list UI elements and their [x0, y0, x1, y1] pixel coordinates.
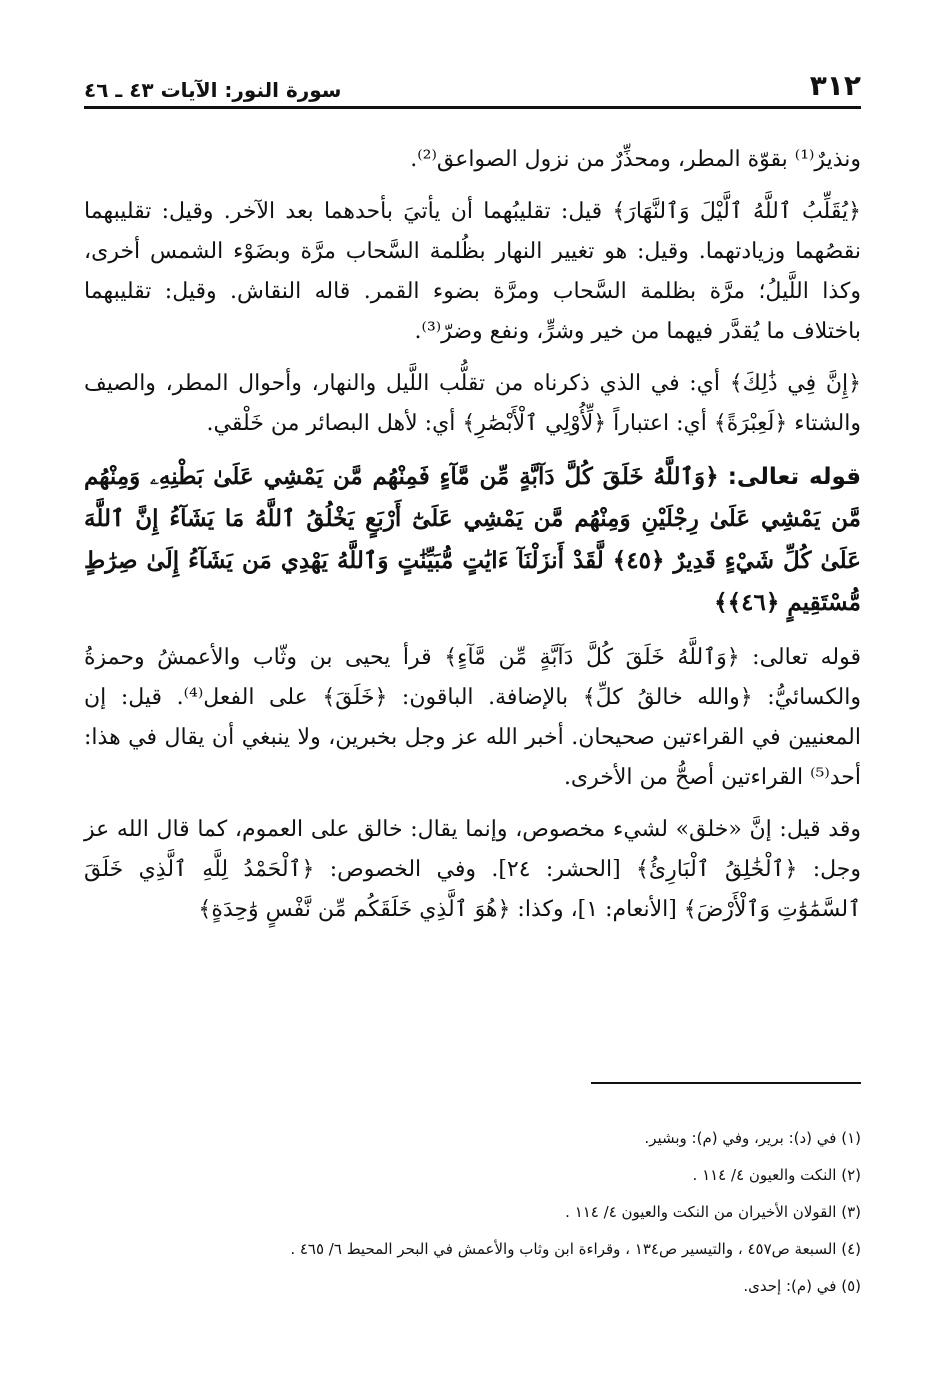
footnotes: [84, 1120, 861, 1305]
page-number: ٣١٢: [809, 69, 861, 102]
footnote-1: (١) في (د): برير، وفي (م): وبشير.: [644, 1129, 861, 1147]
paragraph-3: ﴿إِنَّ فِي ذَٰلِكَ﴾ أي: في الذي ذكرناه من تقلُّب اللَّيل والنهار، وأحوال المطر، والصيف والشتاء ﴿لَعِبْرَةً﴾ أي: اعتباراً ﴿لِّأُوْلِي ٱلْأَبْصَٰرِ﴾ أي: لأهل البصائر من خَلْقي.: [84, 371, 861, 436]
main-text: [84, 140, 861, 942]
footnote-4: (٤) السبعة ص٤٥٧ ، والتيسير ص١٣٤ ، وقراءة ابن وثاب والأعمش في البحر المحيط ٦/ ٤٦٥ .: [290, 1240, 861, 1258]
verse-lead: قوله تعالى:: [727, 464, 862, 490]
footnote-3: (٣) القولان الأخيران من النكت والعيون ٤/ ١١٤ .: [565, 1203, 861, 1221]
running-title: سورة النور: الآيات ٤٣ ـ ٤٦: [84, 78, 342, 102]
footnote-divider: [591, 1082, 861, 1084]
quran-verse: ﴿وَٱللَّهُ خَلَقَ كُلَّ دَآبَّةٍ مِّن مَّآءٍ فَمِنْهُم مَّن يَمْشِي عَلَىٰ بَطْنِهِۦ وَمِنْهُم مَّن يَمْشِي عَلَىٰ رِجْلَيْنِ وَمِنْهُم مَّن يَمْشِي عَلَىٰٓ أَرْبَعٍ يَخْلُقُ ٱللَّهُ مَا يَشَآءُ إِنَّ ٱللَّهَ عَلَىٰ كُلِّ شَيْءٍ قَدِيرٌ ﴿٤٥﴾ لَّقَدْ أَنزَلْنَآ ءَايَٰتٍ مُّبَيِّنَٰتٍ وَٱللَّهُ يَهْدِي مَن يَشَآءُ إِلَىٰ صِرَٰطٍ مُّسْتَقِيمٍ ﴿٤٦﴾﴾: [84, 463, 861, 616]
paragraph-5: وقد قيل: إنَّ «خلق» لشيء مخصوص، وإنما يقال: خالق على العموم، كما قال الله عز وجل: ﴿ٱلْخَٰلِقُ ٱلْبَارِئُ﴾ [الحشر: ٢٤]. وفي الخصوص: ﴿ٱلْحَمْدُ لِلَّهِ ٱلَّذِي خَلَقَ ٱلسَّمَٰوَٰتِ وَٱلْأَرْضَ﴾ [الأنعام: ١]، وكذا: ﴿هُوَ ٱلَّذِي خَلَقَكُم مِّن نَّفْسٍ وَٰحِدَةٍ﴾: [84, 817, 861, 922]
footnote-5: (٥) في (م): إحدى.: [743, 1277, 861, 1295]
paragraph-2: ﴿يُقَلِّبُ ٱللَّهُ ٱلَّيْلَ وَٱلنَّهَارَ﴾ قيل: تقليبُهما أن يأتيَ بأحدهما بعد الآخر. وقيل: تقليبهما نقصُهما وزيادتهما. وقيل: هو تغيير النهار بظُلمة السَّحاب مرَّة وبضَوْء الشمس أخرى، وكذا اللَّيلُ؛ مرَّة بظلمة السَّحاب ومرَّة بضوء القمر. قاله النقاش. وقيل: تقليبهما باختلاف ما يُقدَّر فيهما من خير وشرٍّ، ونفع وضرّ⁽³⁾.: [84, 199, 861, 344]
paragraph-4: قوله تعالى: ﴿وَٱللَّهُ خَلَقَ كُلَّ دَآبَّةٍ مِّن مَّآءٍ﴾ قرأ يحيى بن وثّاب والأعمشُ وحمزةُ والكسائيُّ: ﴿والله خالقُ كلِّ﴾ بالإضافة. الباقون: ﴿خَلَقَ﴾ على الفعل⁽⁴⁾. قيل: إن المعنيين في القراءتين صحيحان. أخبر الله عز وجل بخبرين، ولا ينبغي أن يقال في هذا: أحد⁽⁵⁾ القراءتين أصحُّ من الأخرى.: [84, 645, 861, 790]
paragraph-1: ونذيرٌ⁽¹⁾ بقوّة المطر، ومحذِّرٌ من نزول الصواعق⁽²⁾.: [410, 147, 861, 172]
page-header: [84, 62, 861, 109]
quran-verse-block: [84, 456, 861, 624]
footnote-2: (٢) النكت والعيون ٤/ ١١٤ .: [692, 1166, 861, 1184]
